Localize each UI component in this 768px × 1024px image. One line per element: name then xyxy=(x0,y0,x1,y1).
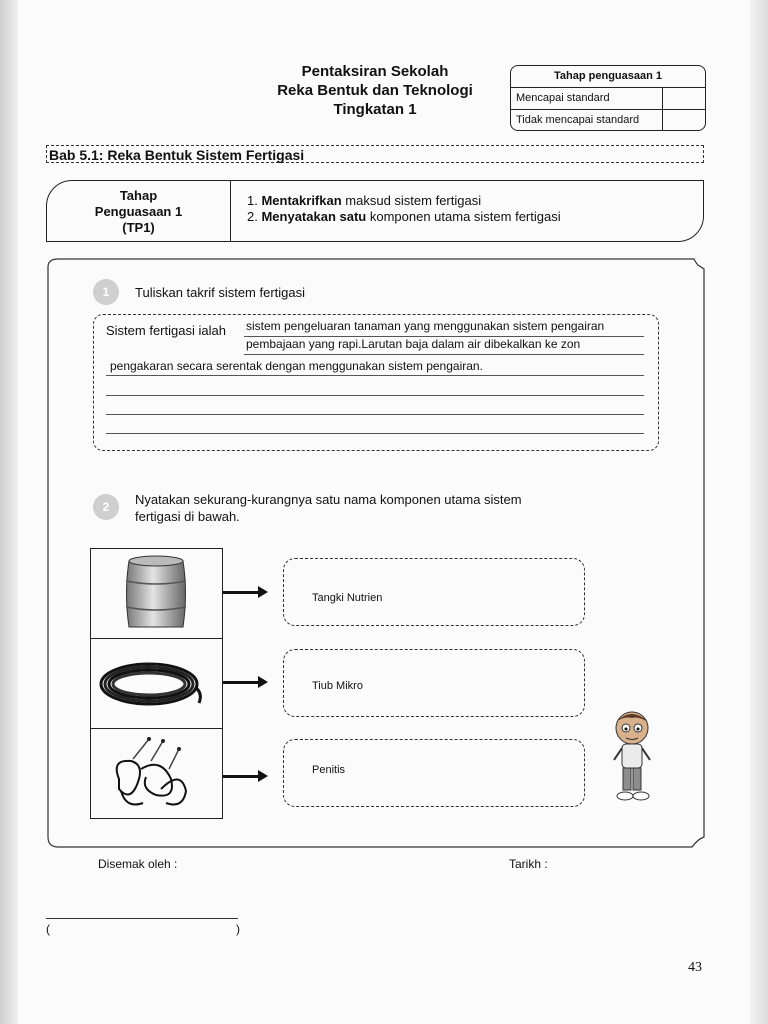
answer-rule xyxy=(106,375,644,376)
question-2-number: 2 xyxy=(93,494,119,520)
tp-objective xyxy=(247,209,561,225)
drippers-icon xyxy=(91,729,222,819)
question-2-text xyxy=(135,491,522,525)
date-label: Tarikh : xyxy=(509,857,548,871)
question-2-text-line: Nyatakan sekurang-kurangnya satu nama komponen utama sistem xyxy=(135,492,522,507)
component-answer-box-3[interactable] xyxy=(283,739,585,807)
tp-objective xyxy=(247,193,561,209)
arrow-right-icon xyxy=(223,681,258,684)
tp-label-line: (TP1) xyxy=(122,220,155,235)
page-shadow-right xyxy=(750,0,768,1024)
component-answer-box-2[interactable] xyxy=(283,649,585,717)
mastery-row-label: Mencapai standard xyxy=(516,92,610,104)
objective-verb: Mentakrifkan xyxy=(261,193,342,208)
tp-label xyxy=(47,181,231,241)
checked-by-label: Disemak oleh : xyxy=(98,857,178,871)
answer-rule xyxy=(106,433,644,434)
component-images xyxy=(90,548,223,819)
tp-label-line: Penguasaan 1 xyxy=(94,204,183,219)
objective-text: maksud sistem fertigasi xyxy=(341,193,482,208)
objective-number: 2. xyxy=(247,209,258,224)
signature-bracket-close: ) xyxy=(236,922,240,936)
mastery-level-box xyxy=(510,65,706,131)
answer-rule xyxy=(106,395,644,396)
question-2-text-line: fertigasi di bawah. xyxy=(135,509,240,524)
objective-number: 1. xyxy=(247,193,258,208)
mastery-row-label: Tidak mencapai standard xyxy=(516,114,640,126)
mastery-checkbox-achieved[interactable] xyxy=(662,88,705,109)
cartoon-boy-icon xyxy=(608,708,658,808)
answer-line-text: pengakaran secara serentak dengan menggunakan sistem pengairan. xyxy=(110,359,483,373)
component-answer-box-1[interactable] xyxy=(283,558,585,626)
page-shadow-left xyxy=(0,0,18,1024)
question-1-number: 1 xyxy=(93,279,119,305)
title-line-3: Tingkatan 1 xyxy=(333,101,417,118)
component-answer: Penitis xyxy=(312,764,346,776)
component-answer: Tangki Nutrien xyxy=(312,592,383,604)
page-number: 43 xyxy=(688,960,702,975)
question-1-text: Tuliskan takrif sistem fertigasi xyxy=(135,285,306,300)
barrel-tank-icon xyxy=(91,549,222,639)
tp-objectives-box xyxy=(46,180,704,242)
mastery-level-heading: Tahap penguasaan 1 xyxy=(511,66,705,88)
tp-objective-list xyxy=(247,193,561,225)
mastery-row-not-achieved xyxy=(511,110,705,131)
component-answer: Tiub Mikro xyxy=(312,680,363,692)
tube-coil-icon xyxy=(91,639,222,729)
mastery-checkbox-not-achieved[interactable] xyxy=(662,110,705,131)
chapter-title: Bab 5.1: Reka Bentuk Sistem Fertigasi xyxy=(46,145,704,163)
title-line-2: Reka Bentuk dan Teknologi xyxy=(277,82,473,99)
signature-bracket-open: ( xyxy=(46,922,50,936)
answer-line-text: pembajaan yang rapi.Larutan baja dalam air dibekalkan ke zon xyxy=(246,337,581,351)
signature-line[interactable] xyxy=(46,918,238,919)
objective-verb: Menyatakan satu xyxy=(261,209,367,224)
objective-text: komponen utama sistem fertigasi xyxy=(366,209,561,224)
question-1-answer-box[interactable] xyxy=(93,314,659,451)
answer-rule xyxy=(244,354,644,355)
answer-prefix: Sistem fertigasi ialah xyxy=(106,323,226,338)
answer-line-text: sistem pengeluaran tanaman yang menggunakan sistem pengairan xyxy=(246,319,605,333)
title-line-1: Pentaksiran Sekolah xyxy=(301,63,449,80)
page-title xyxy=(250,62,500,119)
tp-label-line: Tahap xyxy=(119,188,158,203)
arrow-right-icon xyxy=(223,775,258,778)
arrow-right-icon xyxy=(223,591,258,594)
mastery-row-achieved xyxy=(511,88,705,110)
answer-rule xyxy=(106,414,644,415)
